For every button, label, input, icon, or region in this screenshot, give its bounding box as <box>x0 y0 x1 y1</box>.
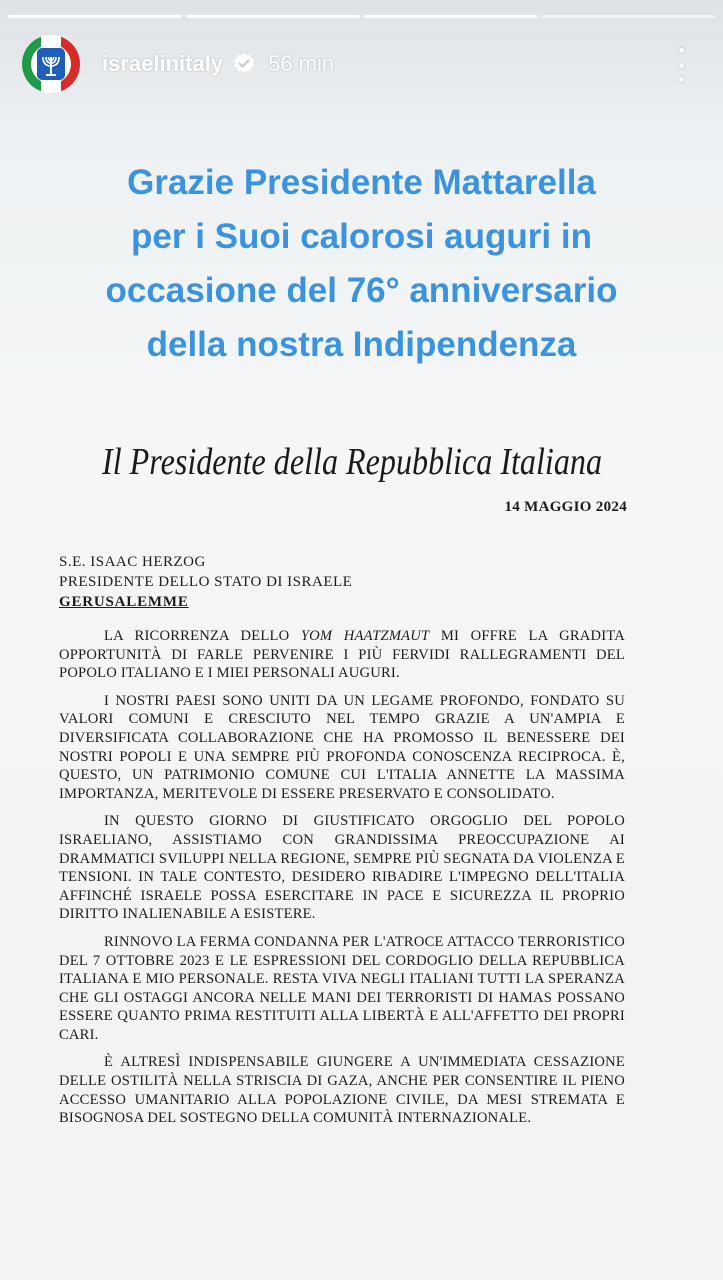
letterhead <box>0 430 723 494</box>
israel-emblem-icon <box>31 44 71 84</box>
recipient-name: S.E. ISAAC HERZOG <box>59 554 206 570</box>
letter-paragraph: IN QUESTO GIORNO DI GIUSTIFICATO ORGOGLIO DEL POPOLO ISRAELIANO, ASSISTIAMO CON GRANDISSIMA PREOCCUPAZIONE AI DRAMMATICI SVILUPPI NELLA REGIONE, SEMPRE PIÙ SEGNATA DA VIOLENZA E TENSIONI. IN TALE CONTESTO, DESIDERO RIBADIRE L'IMPEGNO DELL'ITALIA AFFINCHÉ ISRAELE POSSA ESERCITARE IN PACE E SICUREZZA IL PROPRIO DIRITTO INALIENABILE A ESISTERE. <box>59 813 625 923</box>
story-header <box>22 34 701 94</box>
verified-badge-icon <box>232 52 256 76</box>
letter-paragraph: LA RICORRENZA DELLO YOM HAATZMAUT MI OFFRE LA GRADITA OPPORTUNITÀ DI FARLE PERVENIRE I PIÙ FERVIDI RALLEGRAMENTI DEL POPOLO ITALIANO E I MIEI PERSONALI AUGURI. <box>59 628 625 682</box>
avatar[interactable] <box>22 35 80 93</box>
progress-segment <box>541 15 715 18</box>
letter-date: 14 MAGGIO 2024 <box>504 499 627 515</box>
letter-body <box>59 627 625 1137</box>
progress-segment <box>8 15 182 18</box>
recipient-block <box>59 552 352 612</box>
letterhead-text: Il Presidente della Repubblica Italiana <box>101 441 602 483</box>
story-caption <box>30 156 693 372</box>
progress-segment <box>364 15 538 18</box>
letter-paragraph: È ALTRESÌ INDISPENSABILE GIUNGERE A UN'IMMEDIATA CESSAZIONE DELLE OSTILITÀ NELLA STRISCIA DI GAZA, ANCHE PER CONSENTIRE IL PIENO ACCESSO UMANITARIO ALLA POPOLAZIONE CIVILE, DA MESI STREMATA E BISOGNOSA DEL SOSTEGNO DELLA COMUNITÀ INTERNAZIONALE. <box>59 1054 625 1127</box>
caption-line: occasione del 76° anniversario <box>105 271 618 310</box>
username[interactable]: israelinitaly <box>102 51 224 76</box>
caption-line: per i Suoi calorosi auguri in <box>131 217 592 256</box>
letter-paragraph: I NOSTRI PAESI SONO UNITI DA UN LEGAME PROFONDO, FONDATO SU VALORI COMUNI E CRESCIUTO NEL TEMPO GRAZIE A UN'AMPIA E DIVERSIFICATA COLLABORAZIONE CHE HA PROMOSSO IL BENESSERE DEI NOSTRI POPOLI E UNA SEMPRE PIÙ PROFONDA CONOSCENZA RECIPROCA. È, QUESTO, UN PATRIMONIO COMUNE CUI L'ITALIA ANNETTE LA MASSIMA IMPORTANZA, MERITEVOLE DI ESSERE PRESERVATO E CONSOLIDATO. <box>59 692 625 802</box>
recipient-title: PRESIDENTE DELLO STATO DI ISRAELE <box>59 574 353 590</box>
letter-document <box>0 430 723 1280</box>
more-options-icon[interactable] <box>673 48 689 82</box>
progress-segment <box>186 15 360 18</box>
letter-paragraph: RINNOVO LA FERMA CONDANNA PER L'ATROCE ATTACCO TERRORISTICO DEL 7 OTTOBRE 2023 E LE ESPRESSIONI DEL CORDOGLIO DELLA REPUBBLICA ITALIANA E MIO PERSONALE. RESTA VIVA NEGLI ITALIANI TUTTI LA SPERANZA CHE GLI OSTAGGI ANCORA NELLE MANI DEI TERRORISTI DI HAMAS POSSANO ESSERE QUANTO PRIMA RESTITUITI ALLA LIBERTÀ E ALL'AFFETTO DEI PROPRI CARI. <box>59 933 625 1043</box>
post-time: 56 min <box>268 51 335 76</box>
story-progress-bar <box>8 15 715 18</box>
caption-line: Grazie Presidente Mattarella <box>127 163 596 202</box>
caption-line: della nostra Indipendenza <box>146 325 577 364</box>
recipient-city: GERUSALEMME <box>59 594 189 610</box>
